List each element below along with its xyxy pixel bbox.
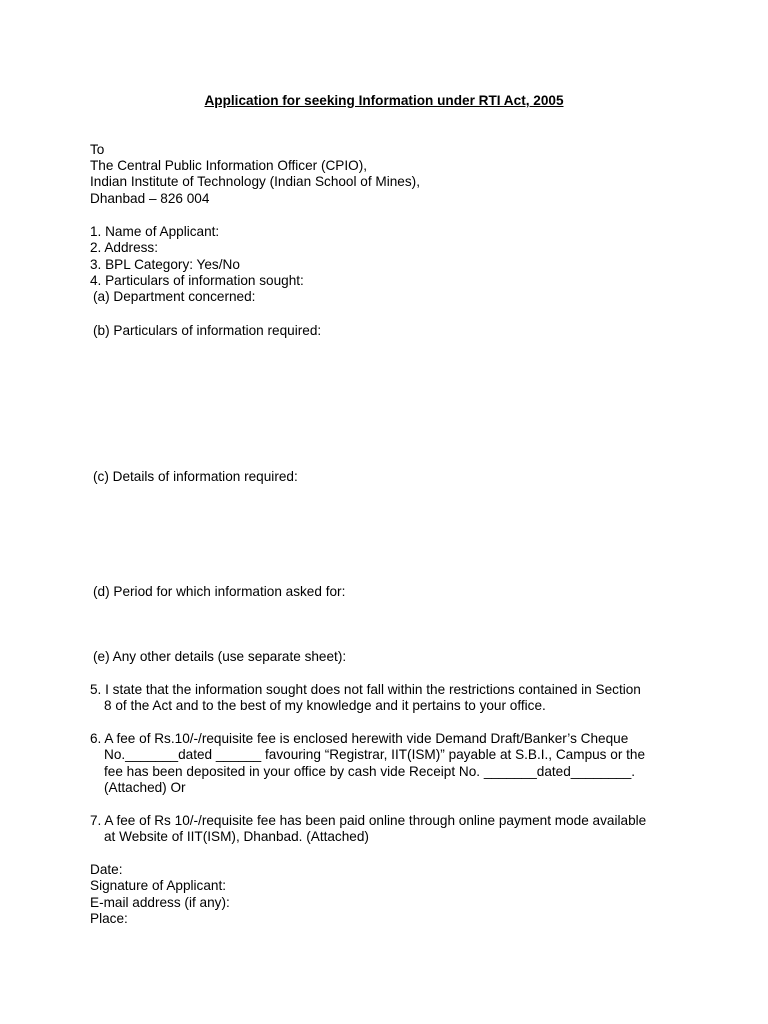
footer-date: Date:	[90, 862, 123, 877]
statement-6-line-2: No._______dated ______ favouring “Registrar, IIT(ISM)” payable at S.B.I., Campus or the	[104, 747, 646, 762]
statement-6-line-3: fee has been deposited in your office by cash vide Receipt No. _______dated________.	[104, 764, 636, 779]
field-bpl-category: 3. BPL Category: Yes/No	[90, 257, 240, 272]
address-line-1: The Central Public Information Officer (CPIO),	[90, 158, 368, 173]
document-title: Application for seeking Information under RTI Act, 2005	[204, 93, 564, 108]
field-name-of-applicant: 1. Name of Applicant:	[90, 224, 220, 239]
subfield-period: (d) Period for which information asked for:	[93, 584, 346, 599]
footer-signature: Signature of Applicant:	[90, 878, 227, 893]
statement-6-line-1: 6. A fee of Rs.10/-/requisite fee is enclosed herewith vide Demand Draft/Banker’s Cheque	[90, 731, 629, 746]
subfield-department: (a) Department concerned:	[93, 289, 256, 304]
field-particulars: 4. Particulars of information sought:	[90, 273, 304, 288]
statement-6-line-4: (Attached) Or	[104, 780, 186, 795]
address-line-3: Dhanbad – 826 004	[90, 191, 210, 206]
statement-5-line-2: 8 of the Act and to the best of my knowledge and it pertains to your office.	[104, 698, 546, 713]
footer-email: E-mail address (if any):	[90, 895, 230, 910]
footer-place: Place:	[90, 911, 128, 926]
statement-7-line-2: at Website of IIT(ISM), Dhanbad. (Attached)	[104, 829, 369, 844]
subfield-details-required: (c) Details of information required:	[93, 469, 298, 484]
address-to: To	[90, 142, 105, 157]
field-address: 2. Address:	[90, 240, 159, 255]
statement-7-line-1: 7. A fee of Rs 10/-/requisite fee has been paid online through online payment mode available	[90, 813, 647, 828]
address-line-2: Indian Institute of Technology (Indian School of Mines),	[90, 174, 420, 189]
statement-5-line-1: 5. I state that the information sought does not fall within the restrictions contained in Section	[90, 682, 641, 697]
subfield-other-details: (e) Any other details (use separate sheet):	[93, 649, 347, 664]
subfield-particulars-required: (b) Particulars of information required:	[93, 323, 322, 338]
